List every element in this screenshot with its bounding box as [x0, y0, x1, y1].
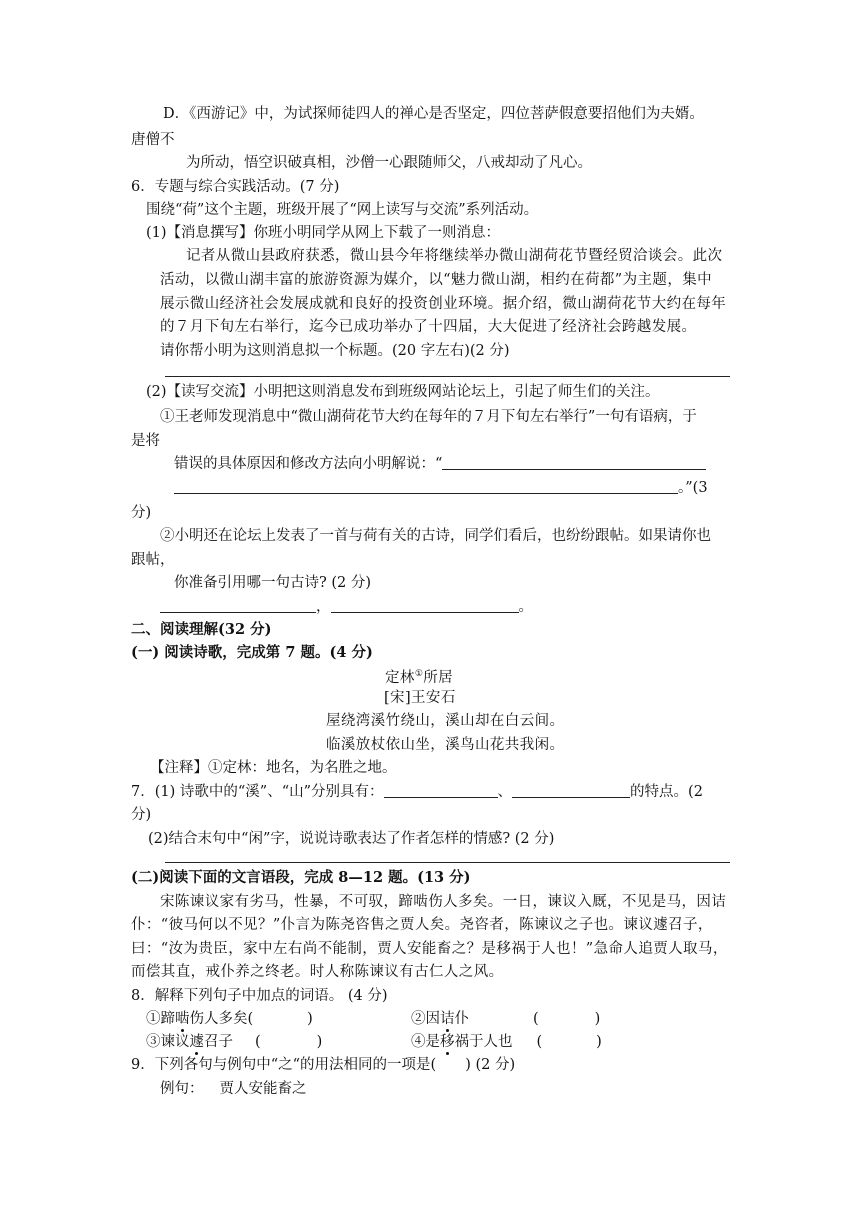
answer-blank-shan[interactable]: [512, 782, 630, 798]
q8-4-post: 祸于人也: [454, 1034, 513, 1050]
poem-title-a: 定林: [385, 669, 415, 686]
answer-blank-poem-1[interactable]: [160, 597, 316, 613]
classical-line-4: 而偿其直，戒仆养之终老。时人称陈谏议有古仁人之风。: [131, 964, 504, 980]
lparen: (: [533, 1011, 539, 1027]
q6-part2-1-score: 。”(3: [678, 480, 708, 496]
rparen: ): [307, 1011, 313, 1027]
q8-3-pre: ③谏议: [146, 1034, 190, 1050]
classical-line-1: 宋陈谏议家有劣马，性暴，不可驭，蹄啮伤人多矣。一日，谏议入厩，不见是马，因诘: [160, 894, 727, 910]
poem-note: 【注释】①定林：地名，为名胜之地。: [150, 760, 397, 776]
q8-item-3: [146, 1032, 322, 1052]
section-2-title: 二、阅读理解(32 分): [131, 621, 272, 638]
q8-4-pre: ④是: [411, 1034, 440, 1050]
classical-line-2: 仆：“彼马何以不见？”仆言为陈尧咨售之贾人矣。尧咨者，陈谏议之子也。谏议遽召子，: [131, 917, 713, 933]
q6-poem-answer-line: [160, 597, 533, 617]
q6-part1-question: 请你帮小明为这则消息拟一个标题。(20 字左右)(2 分): [160, 343, 510, 359]
answer-line-q7-2[interactable]: [165, 862, 730, 863]
q8-2-dotted: 诘: [440, 1011, 455, 1027]
news-line-1: 记者从微山县政府获悉，微山县今年将继续举办微山湖荷花节暨经贸洽谈会。此次: [186, 248, 723, 264]
q7-part1-score-end: 分): [131, 807, 152, 823]
q9-example: [160, 1079, 307, 1099]
q7-part2: (2)结合末句中“闲”字，说说诗歌表达了作者怎样的情感? (2 分): [148, 831, 555, 847]
q8-2-pre: ②因: [411, 1011, 440, 1027]
q6-part2-1-prompt: 错误的具体原因和修改方法向小明解说：“: [174, 456, 443, 472]
rparen: ): [316, 1034, 323, 1050]
poem-line-1: 屋绕湾溪竹绕山，溪山却在白云间。: [326, 713, 565, 729]
news-line-3: 展示微山经济社会发展成就和良好的投资创业环境。据介绍，微山湖荷花节大约在每年: [160, 296, 727, 312]
rparen: ): [594, 1011, 601, 1027]
answer-blank-poem-2[interactable]: [331, 597, 519, 613]
news-line-4: 的７月下旬左右举行，迄今已成功举办了十四届，大大促进了经济社会跨越发展。: [160, 319, 697, 335]
q9-example-text: 贾人安能畜之: [219, 1081, 307, 1097]
q6-part2-1-line2: 是将: [131, 433, 160, 449]
classical-line-3: 曰：“汝为贵臣，家中左右尚不能制，贾人安能畜之？是移祸于人也！”急命人追贾人取马，: [131, 941, 728, 957]
comma: ，: [316, 599, 331, 615]
q7-sep: 、: [497, 784, 513, 800]
q8-4-dotted: 移: [440, 1034, 455, 1050]
q8-3-dotted: 遽: [189, 1034, 204, 1050]
q6-part2-1-line4: [174, 478, 708, 498]
q6-part2-2-line1: ②小明还在论坛上发表了一首与荷有关的古诗，同学们看后，也纷纷跟帖。如果请你也: [160, 528, 711, 544]
q8-item-2: [411, 1009, 600, 1029]
q5-option-d-line3: 为所动，悟空识破真相，沙僧一心跟随师父，八戒却动了凡心。: [186, 155, 592, 171]
q8-3-post: 召子: [204, 1034, 233, 1050]
q7-part1: [131, 782, 703, 802]
q8-item-1: [146, 1009, 313, 1029]
answer-blank-reason[interactable]: [442, 454, 706, 470]
q8-1-pre: ①蹄: [146, 1011, 175, 1027]
q7-part1-score: 的特点。(2: [630, 784, 703, 800]
q6-part1-head: (1)【消息撰写】你班小明同学从网上下载了一则消息：: [146, 225, 501, 241]
rparen: ): [596, 1034, 602, 1050]
poem-title: [385, 664, 453, 688]
q6-part2-1-line3: [174, 454, 706, 474]
q6-part2-2-line2: 跟帖，: [131, 552, 175, 568]
poem-title-footnote: ①: [414, 669, 424, 679]
q5-option-d-line2: 唐僧不: [131, 132, 175, 148]
answer-blank-method[interactable]: [174, 478, 678, 494]
q6-intro: 围绕“荷”这个主题，班级开展了“网上读写与交流”系列活动。: [146, 202, 539, 218]
q6-part2-2-line3: 你准备引用哪一句古诗? (2 分): [174, 575, 372, 591]
section-2-sub1: (一) 阅读诗歌，完成第 7 题。(4 分): [131, 644, 373, 661]
q7-part1-text: 7．(1) 诗歌中的“溪”、“山”分别具有：: [131, 784, 384, 800]
lparen: (: [536, 1034, 543, 1050]
news-line-2: 活动，以微山湖丰富的旅游资源为媒介，以“魅力微山湖，相约在荷都”为主题，集中: [160, 272, 713, 288]
poem-title-b: 所居: [423, 669, 454, 686]
q9-example-label: 例句：: [160, 1081, 204, 1097]
period: 。: [518, 599, 533, 615]
q5-option-d-line1: D．《西游记》中，为试探师徒四人的禅心是否坚定，四位菩萨假意要招他们为夫婿。: [163, 106, 704, 122]
q8-title: 8．解释下列句子中加点的词语。 (4 分): [131, 988, 388, 1004]
lparen: (: [255, 1034, 261, 1050]
q8-item-4: [411, 1032, 602, 1052]
q6-part2-1-score-end: 分): [131, 505, 152, 521]
answer-line-title[interactable]: [165, 376, 730, 377]
q9-title: 9．下列各句与例句中“之“的用法相同的一项是( ) (2 分): [131, 1057, 516, 1073]
section-2-sub2: (二)阅读下面的文言语段，完成 8—12 题。(13 分): [131, 869, 471, 886]
q8-2-post: 仆: [454, 1011, 469, 1027]
answer-blank-xi[interactable]: [384, 782, 498, 798]
q8-1-dotted: 啮: [175, 1011, 190, 1027]
q6-part2-head: (2)【读写交流】小明把这则消息发布到班级网站论坛上，引起了师生们的关注。: [146, 384, 660, 400]
q8-1-post: 伤人多矣(: [189, 1011, 254, 1027]
poem-author: [宋]王安石: [384, 690, 456, 706]
q6-part2-1-line1: ①王老师发现消息中“微山湖荷花节大约在每年的７月下旬左右举行”一句有语病，于: [160, 409, 697, 425]
poem-line-2: 临溪放杖依山坐，溪鸟山花共我闲。: [326, 737, 565, 753]
q6-title: 6．专题与综合实践活动。(7 分): [131, 179, 340, 195]
